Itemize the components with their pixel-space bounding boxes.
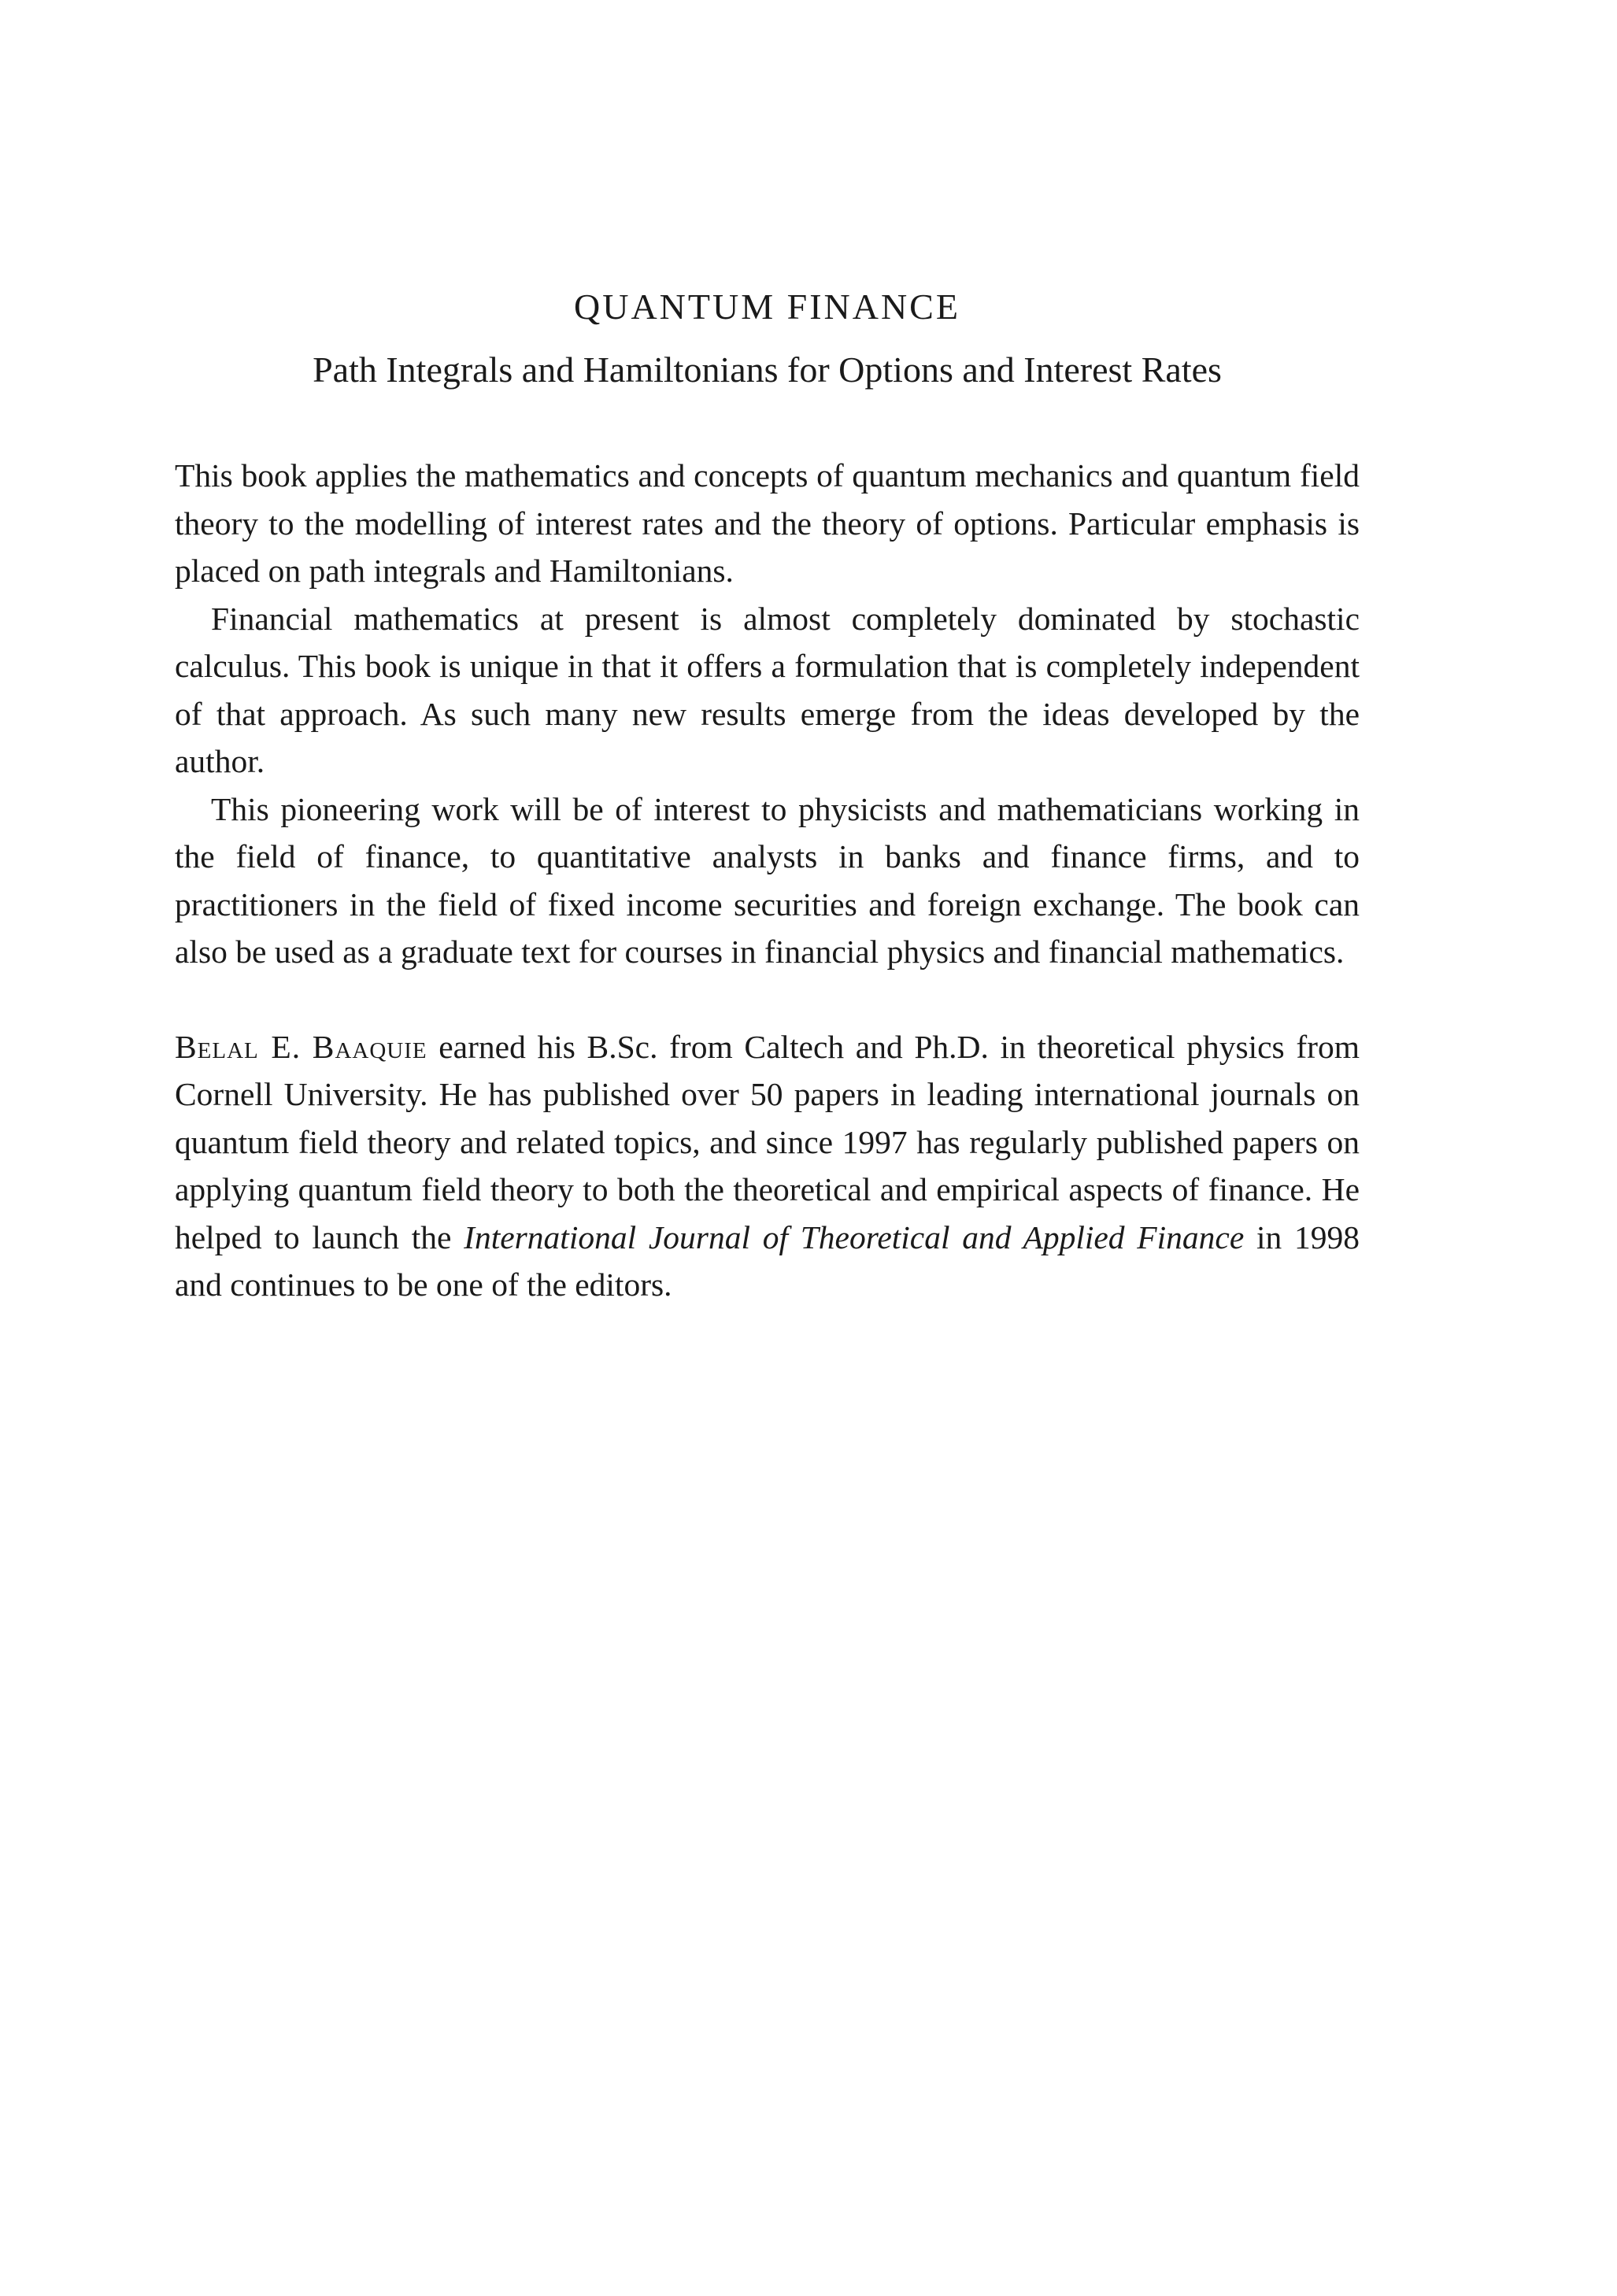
author-first-name: Belal E. <box>175 1028 302 1065</box>
blurb-paragraph-1: This book applies the mathematics and concepts of quantum mechanics and quantum field theory to the modelling of interest rates and the theory of options. Particular emphasis is placed on path integrals and Hamiltonians. <box>175 457 1360 589</box>
bio-text-2: in 1998 and continues to be one of the editors. <box>175 1218 1360 1303</box>
author-bio-paragraph <box>175 1023 1360 1309</box>
journal-title: International Journal of Theoretical and Applied Finance <box>464 1218 1245 1255</box>
book-title: QUANTUM FINANCE <box>574 287 960 327</box>
book-subtitle: Path Integrals and Hamiltonians for Options and Interest Rates <box>313 349 1222 390</box>
bio-text-1: earned his B.Sc. from Caltech and Ph.D. in theoretical physics from Cornell University. He has published over 50 papers in leading international journals on quantum field theory and related topics, and since 1997 has regularly published papers on applying quantum field theory to both the theoretical and empirical aspects of finance. He helped to launch the <box>175 1028 1360 1255</box>
author-bio <box>175 1023 1360 1309</box>
book-blurb <box>175 452 1360 976</box>
page-content <box>175 283 1360 1309</box>
author-last-name: Baaquie <box>312 1028 427 1065</box>
blurb-paragraph-3: This pioneering work will be of interest to physicists and mathematicians working in the field of finance, to quantitative analysts in banks and finance firms, and to practitioners in the field of fixed income securities and foreign exchange. The book can also be used as a graduate text for courses in financial physics and financial mathematics. <box>175 790 1360 970</box>
blurb-paragraph-2: Financial mathematics at present is almost completely dominated by stochastic calculus. This book is unique in that it offers a formulation that is completely independent of that approach. As such many new results emerge from the ideas developed by the author. <box>175 600 1360 779</box>
